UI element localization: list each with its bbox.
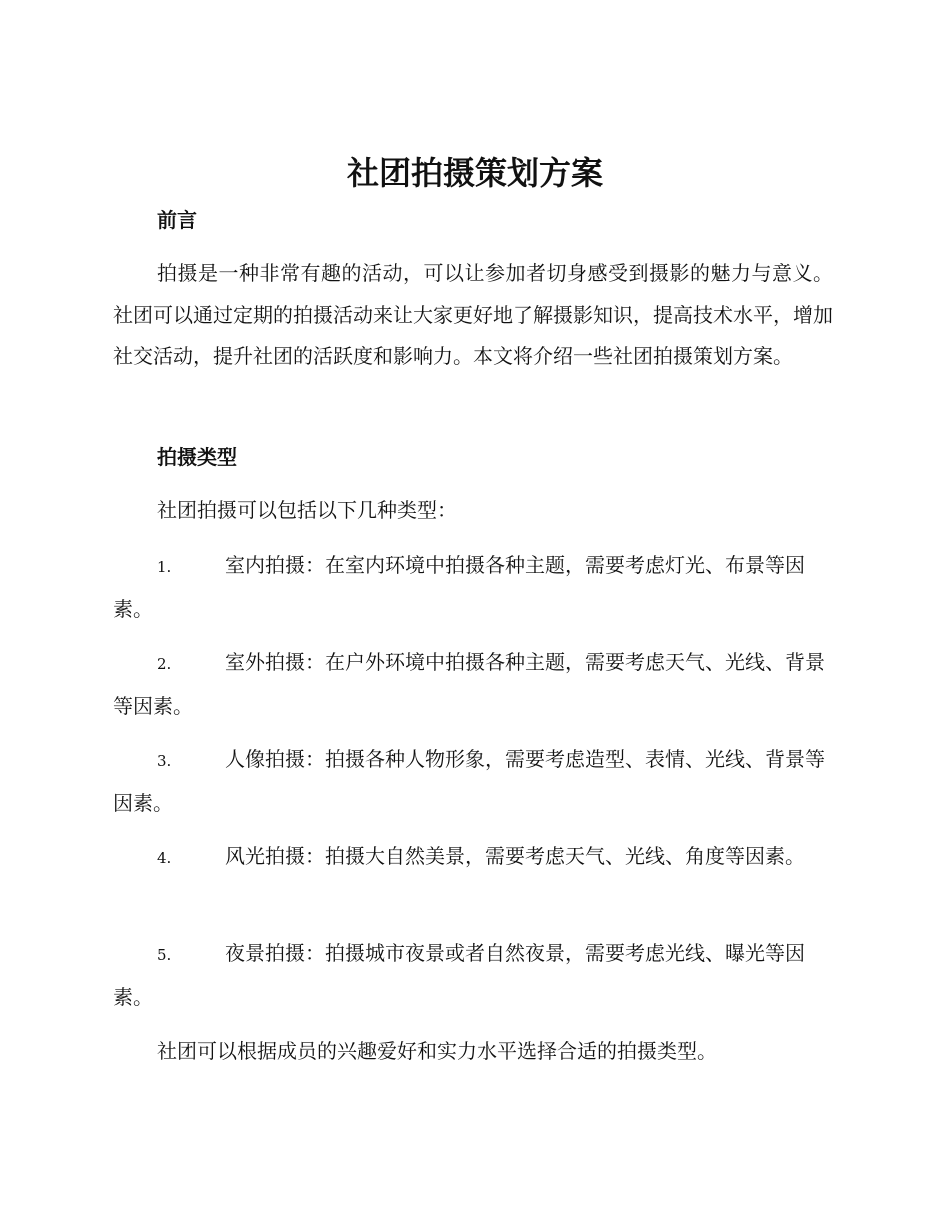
list-item-text: 人像拍摄：拍摄各种人物形象，需要考虑造型、表情、光线、背景等因素。: [113, 747, 825, 815]
preface-paragraph: 拍摄是一种非常有趣的活动，可以让参加者切身感受到摄影的魅力与意义。社团可以通过定期的拍摄活动来让大家更好地了解摄影知识，提高技术水平，增加社交活动，提升社团的活跃度和影响力。本文将介绍一些社团拍摄策划方案。: [113, 261, 833, 368]
list-item-number: 3.: [157, 752, 172, 770]
list-item-text: 夜景拍摄：拍摄城市夜景或者自然夜景，需要考虑光线、曝光等因素。: [113, 941, 805, 1009]
shooting-types-intro: 社团拍摄可以包括以下几种类型：: [157, 498, 457, 522]
list-item-number: 2.: [157, 655, 172, 673]
list-item: [113, 545, 833, 630]
list-item-number: 1.: [157, 558, 172, 576]
list-item-text: 室内拍摄：在室内环境中拍摄各种主题，需要考虑灯光、布景等因素。: [113, 553, 805, 621]
list-item: [113, 739, 833, 824]
list-item-text: 风光拍摄：拍摄大自然美景，需要考虑天气、光线、角度等因素。: [225, 844, 805, 868]
list-item-text: 室外拍摄：在户外环境中拍摄各种主题，需要考虑天气、光线、背景等因素。: [113, 650, 825, 718]
list-item-number: 5.: [157, 946, 172, 964]
section-heading-shooting-types: 拍摄类型: [157, 445, 237, 469]
section-heading-preface: 前言: [157, 208, 197, 232]
list-item-number: 4.: [157, 849, 172, 867]
list-item: [113, 836, 833, 880]
list-item: [113, 933, 833, 1018]
shooting-types-closing: 社团可以根据成员的兴趣爱好和实力水平选择合适的拍摄类型。: [157, 1039, 717, 1063]
document-title: 社团拍摄策划方案: [346, 154, 603, 192]
list-item: [113, 642, 833, 727]
